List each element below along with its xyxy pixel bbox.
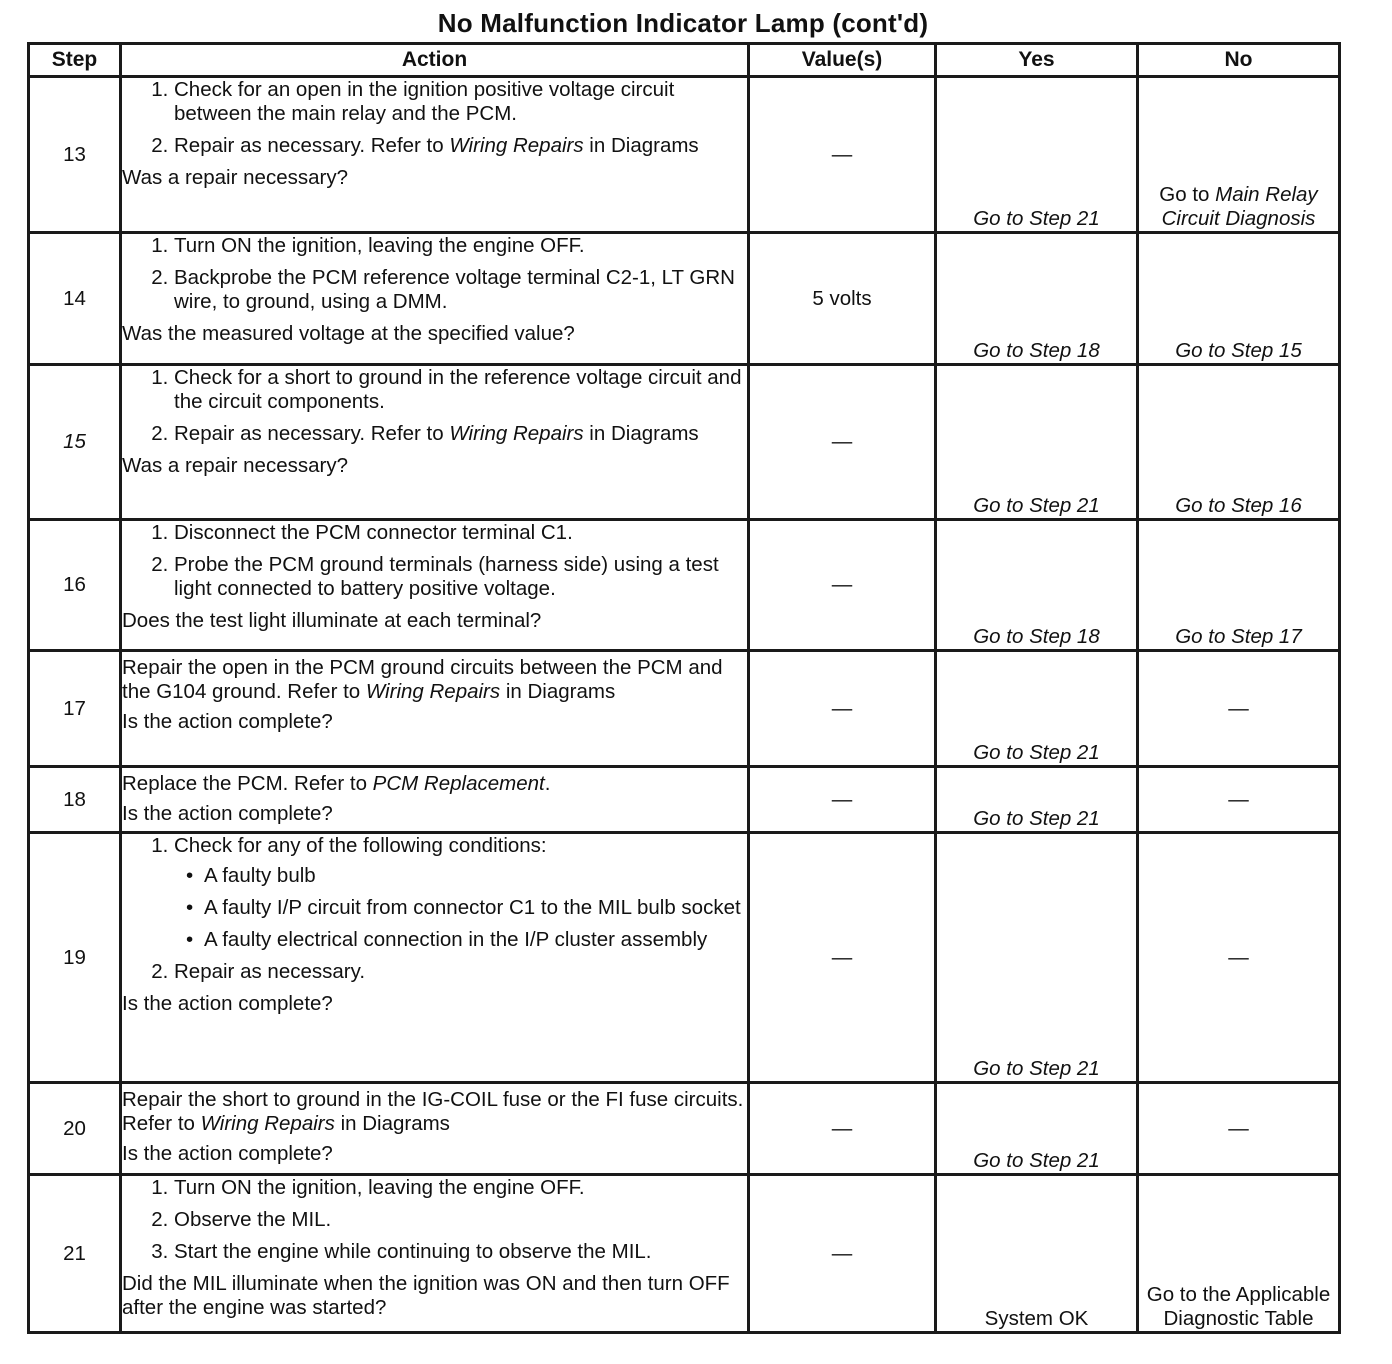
action-question: Is the action complete? [122, 992, 333, 1015]
action-cell [121, 651, 749, 767]
value-cell: — [749, 833, 936, 1083]
no-cell: Go to Step 16 [1138, 365, 1340, 520]
action-question: Did the MIL illuminate when the ignition was ON and then turn OFF after the engine was started? [122, 1272, 730, 1319]
action-cell [121, 833, 749, 1083]
step-number: 18 [29, 767, 121, 833]
action-step: 1. Turn ON the ignition, leaving the engine OFF. [174, 234, 747, 258]
table-row [29, 833, 1340, 1083]
action-step: 1. Check for any of the following conditions: • A faulty bulb • A faulty I/P circuit from connector C1 to the MIL bulb socket • A faulty electrical connection in the I/P cluster assembly [174, 834, 747, 952]
action-step: 2. Observe the MIL. [174, 1208, 747, 1232]
yes-cell: System OK [936, 1175, 1138, 1333]
no-cell: Go to Step 15 [1138, 233, 1340, 365]
value-cell: — [749, 1175, 936, 1333]
step-number: 16 [29, 520, 121, 651]
action-question: Was a repair necessary? [122, 454, 348, 477]
yes-cell: Go to Step 21 [936, 365, 1138, 520]
header-yes: Yes [936, 44, 1138, 77]
step-number: 20 [29, 1083, 121, 1175]
action-question: Was the measured voltage at the specified value? [122, 322, 575, 345]
action-question: Is the action complete? [122, 710, 333, 733]
action-step: 2. Repair as necessary. [174, 960, 747, 984]
table-row [29, 520, 1340, 651]
step-number: 17 [29, 651, 121, 767]
table-row [29, 1083, 1340, 1175]
action-question: Is the action complete? [122, 1142, 333, 1165]
condition-bullet: • A faulty bulb [204, 864, 747, 888]
action-step: 2. Repair as necessary. Refer to Wiring Repairs in Diagrams [174, 134, 747, 158]
step-number: 13 [29, 77, 121, 233]
action-cell [121, 365, 749, 520]
table-row [29, 1175, 1340, 1333]
action-question: Is the action complete? [122, 802, 333, 825]
value-cell: — [749, 365, 936, 520]
action-text: Repair the short to ground in the IG-COIL fuse or the FI fuse circuits. Refer to Wiring Repairs in Diagrams [122, 1088, 744, 1135]
no-cell: Go to the Applicable Diagnostic Table [1138, 1175, 1340, 1333]
action-cell [121, 77, 749, 233]
yes-cell: Go to Step 21 [936, 77, 1138, 233]
yes-cell: Go to Step 18 [936, 233, 1138, 365]
condition-bullet: • A faulty electrical connection in the I/P cluster assembly [204, 928, 747, 952]
step-number: 14 [29, 233, 121, 365]
action-step: 3. Start the engine while continuing to observe the MIL. [174, 1240, 747, 1264]
action-cell [121, 520, 749, 651]
yes-cell: Go to Step 21 [936, 767, 1138, 833]
yes-cell: Go to Step 21 [936, 833, 1138, 1083]
no-cell: Go to Main Relay Circuit Diagnosis [1138, 77, 1340, 233]
action-step: 1. Check for an open in the ignition positive voltage circuit between the main relay and the PCM. [174, 78, 747, 126]
value-cell: — [749, 77, 936, 233]
action-cell [121, 233, 749, 365]
table-row [29, 651, 1340, 767]
action-question: Was a repair necessary? [122, 166, 348, 189]
action-step: 2. Probe the PCM ground terminals (harness side) using a test light connected to battery positive voltage. [174, 553, 747, 601]
value-cell: 5 volts [749, 233, 936, 365]
yes-cell: Go to Step 21 [936, 651, 1138, 767]
no-cell: — [1138, 651, 1340, 767]
action-step: 1. Turn ON the ignition, leaving the engine OFF. [174, 1176, 747, 1200]
table-row [29, 767, 1340, 833]
header-action: Action [121, 44, 749, 77]
page-title: No Malfunction Indicator Lamp (cont'd) [437, 8, 929, 38]
diagnostic-table [27, 42, 1341, 1334]
value-cell: — [749, 651, 936, 767]
value-cell: — [749, 520, 936, 651]
header-no: No [1138, 44, 1340, 77]
action-step: 2. Backprobe the PCM reference voltage terminal C2-1, LT GRN wire, to ground, using a DMM. [174, 266, 747, 314]
action-text: Replace the PCM. Refer to PCM Replacement. [122, 772, 551, 795]
action-step: 2. Repair as necessary. Refer to Wiring Repairs in Diagrams [174, 422, 747, 446]
header-step: Step [29, 44, 121, 77]
action-cell [121, 767, 749, 833]
value-cell: — [749, 767, 936, 833]
condition-bullet: • A faulty I/P circuit from connector C1 to the MIL bulb socket [204, 896, 747, 920]
no-cell: — [1138, 767, 1340, 833]
header-row [29, 44, 1340, 77]
value-cell: — [749, 1083, 936, 1175]
action-step: 1. Disconnect the PCM connector terminal C1. [174, 521, 747, 545]
action-step: 1. Check for a short to ground in the reference voltage circuit and the circuit components. [174, 366, 747, 414]
no-cell: — [1138, 833, 1340, 1083]
action-cell [121, 1175, 749, 1333]
header-values: Value(s) [749, 44, 936, 77]
yes-cell: Go to Step 18 [936, 520, 1138, 651]
table-row [29, 233, 1340, 365]
no-cell: — [1138, 1083, 1340, 1175]
step-number: 21 [29, 1175, 121, 1333]
yes-cell: Go to Step 21 [936, 1083, 1138, 1175]
no-cell: Go to Step 17 [1138, 520, 1340, 651]
table-row [29, 365, 1340, 520]
step-number: 15 [29, 365, 121, 520]
step-number: 19 [29, 833, 121, 1083]
action-cell [121, 1083, 749, 1175]
table-row [29, 77, 1340, 233]
action-text: Repair the open in the PCM ground circuits between the PCM and the G104 ground. Refer to Wiring Repairs in Diagrams [122, 656, 723, 703]
action-question: Does the test light illuminate at each terminal? [122, 609, 542, 632]
